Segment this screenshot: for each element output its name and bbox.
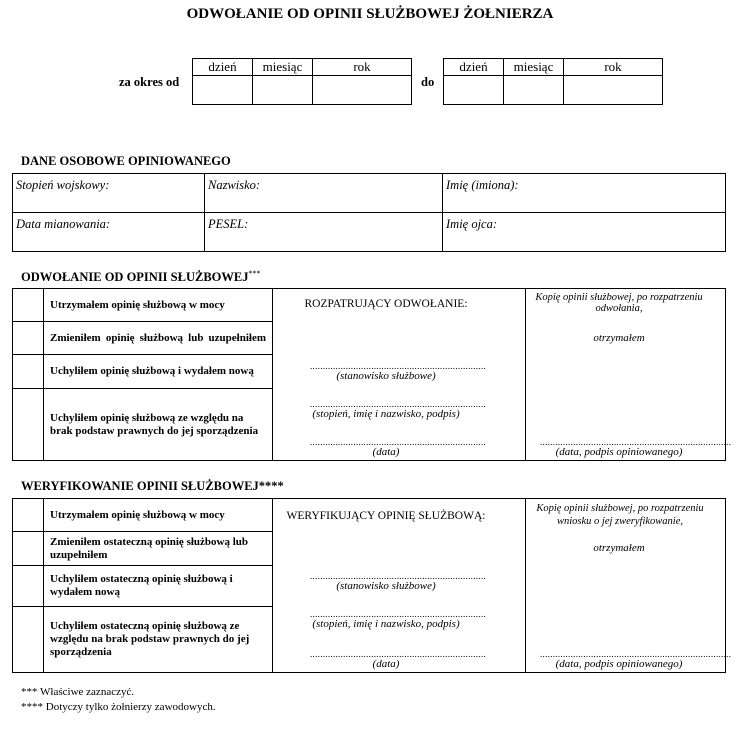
appeal-copy-signature-line[interactable]: ........................................................................... [540, 437, 732, 447]
appeal-position-caption: (stanowisko służbowe) [336, 370, 436, 382]
verify-position-line[interactable]: ..................................................................... [310, 571, 486, 581]
surname-field[interactable]: Nazwisko: [205, 174, 443, 213]
to-month-header: miesiąc [504, 59, 564, 76]
appeal-option-1: Utrzymałem opinię służbową w mocy [44, 289, 273, 322]
appeal-block [12, 288, 732, 461]
from-month-field[interactable] [253, 76, 313, 105]
verify-position-caption: (stanowisko służbowe) [336, 580, 436, 592]
to-day-header: dzień [444, 59, 504, 76]
from-day-header: dzień [193, 59, 253, 76]
verify-reviewer-title: WERYFIKUJĄCY OPINIĘ SŁUŻBOWĄ: [286, 510, 486, 522]
verify-copy-received: otrzymałem [593, 542, 645, 554]
from-year-header: rok [313, 59, 412, 76]
appeal-signature-line[interactable]: ..................................................................... [310, 399, 486, 409]
appeal-copy-received: otrzymałem [593, 332, 645, 344]
verify-copy-caption: (data, podpis opiniowanego) [555, 658, 683, 670]
verify-option-4: Uchyliłem ostateczną opinię służbową ze względu na brak podstaw prawnych do jej sporządzenia [44, 607, 273, 673]
to-month-field[interactable] [504, 76, 564, 105]
verify-heading: WERYFIKOWANIE OPINII SŁUŻBOWEJ**** [21, 479, 284, 493]
verify-option-4-checkbox[interactable] [13, 607, 44, 673]
period-to-box [443, 58, 663, 105]
verify-option-1-checkbox[interactable] [13, 499, 44, 532]
footnote-1: *** Właściwe zaznaczyć. [21, 686, 135, 698]
footnote-2: **** Dotyczy tylko żołnierzy zawodowych. [21, 701, 216, 713]
pesel-field[interactable]: PESEL: [205, 213, 443, 252]
period-from-label: za okres od [119, 75, 180, 89]
verify-signature-line[interactable]: ..................................................................... [310, 609, 486, 619]
personal-heading: DANE OSOBOWE OPINIOWANEGO [21, 154, 231, 168]
form-title: ODWOŁANIE OD OPINII SŁUŻBOWEJ ŻOŁNIERZA [186, 6, 554, 22]
appeal-option-2: Zmieniłem opinię służbową lub uzupełniłem [44, 322, 273, 355]
appeal-heading-sup: *** [248, 269, 261, 278]
period-to-label: do [421, 75, 435, 89]
period-from-box [192, 58, 412, 105]
appeal-option-4-checkbox[interactable] [13, 389, 44, 461]
verify-copy-title: Kopię opinii służbowej, po rozpatrzeniu wniosku o jej zweryfikowanie, [536, 503, 704, 527]
verify-option-3-checkbox[interactable] [13, 566, 44, 607]
appeal-position-line[interactable]: ..................................................................... [310, 361, 486, 371]
appeal-heading-text: ODWOŁANIE OD OPINII SŁUŻBOWEJ [21, 270, 249, 285]
appeal-date-caption: (data) [372, 446, 400, 458]
to-year-header: rok [564, 59, 663, 76]
verify-date-line[interactable]: ..................................................................... [310, 649, 486, 659]
verify-option-3: Uchyliłem ostateczną opinię służbową i wydałem nową [44, 566, 273, 607]
from-month-header: miesiąc [253, 59, 313, 76]
appeal-signature-caption: (stopień, imię i nazwisko, podpis) [312, 408, 460, 420]
verify-option-2: Zmieniłem ostateczną opinię służbową lub uzupełniłem [44, 532, 273, 566]
from-day-field[interactable] [193, 76, 253, 105]
to-year-field[interactable] [564, 76, 663, 105]
verify-option-2-checkbox[interactable] [13, 532, 44, 566]
appeal-copy-caption: (data, podpis opiniowanego) [555, 446, 683, 458]
appeal-copy-cell [526, 289, 726, 461]
verify-date-caption: (data) [372, 658, 400, 670]
appeal-copy-title: Kopię opinii służbowej, po rozpatrzeniu odwołania, [535, 292, 703, 314]
appeal-heading [21, 269, 260, 285]
appeal-reviewer-title: ROZPATRUJĄCY ODWOŁANIE: [304, 298, 468, 310]
from-year-field[interactable] [313, 76, 412, 105]
appeal-option-4: Uchyliłem opinię służbową ze względu na brak podstaw prawnych do jej sporządzenia [44, 389, 273, 461]
first-names-field[interactable]: Imię (imiona): [443, 174, 726, 213]
appeal-option-3-checkbox[interactable] [13, 355, 44, 389]
appeal-option-1-checkbox[interactable] [13, 289, 44, 322]
to-day-field[interactable] [444, 76, 504, 105]
rank-field[interactable]: Stopień wojskowy: [13, 174, 205, 213]
appeal-option-3: Uchyliłem opinię służbową i wydałem nową [44, 355, 273, 389]
father-name-field[interactable]: Imię ojca: [443, 213, 726, 252]
appeal-date-line[interactable]: ..................................................................... [310, 437, 486, 447]
verify-copy-signature-line[interactable]: ........................................................................... [540, 649, 732, 659]
personal-table [12, 173, 726, 252]
appeal-option-2-checkbox[interactable] [13, 322, 44, 355]
appointment-date-field[interactable]: Data mianowania: [13, 213, 205, 252]
verify-signature-caption: (stopień, imię i nazwisko, podpis) [312, 618, 460, 630]
verify-block [12, 498, 732, 673]
verify-option-1: Utrzymałem opinię służbową w mocy [44, 499, 273, 532]
